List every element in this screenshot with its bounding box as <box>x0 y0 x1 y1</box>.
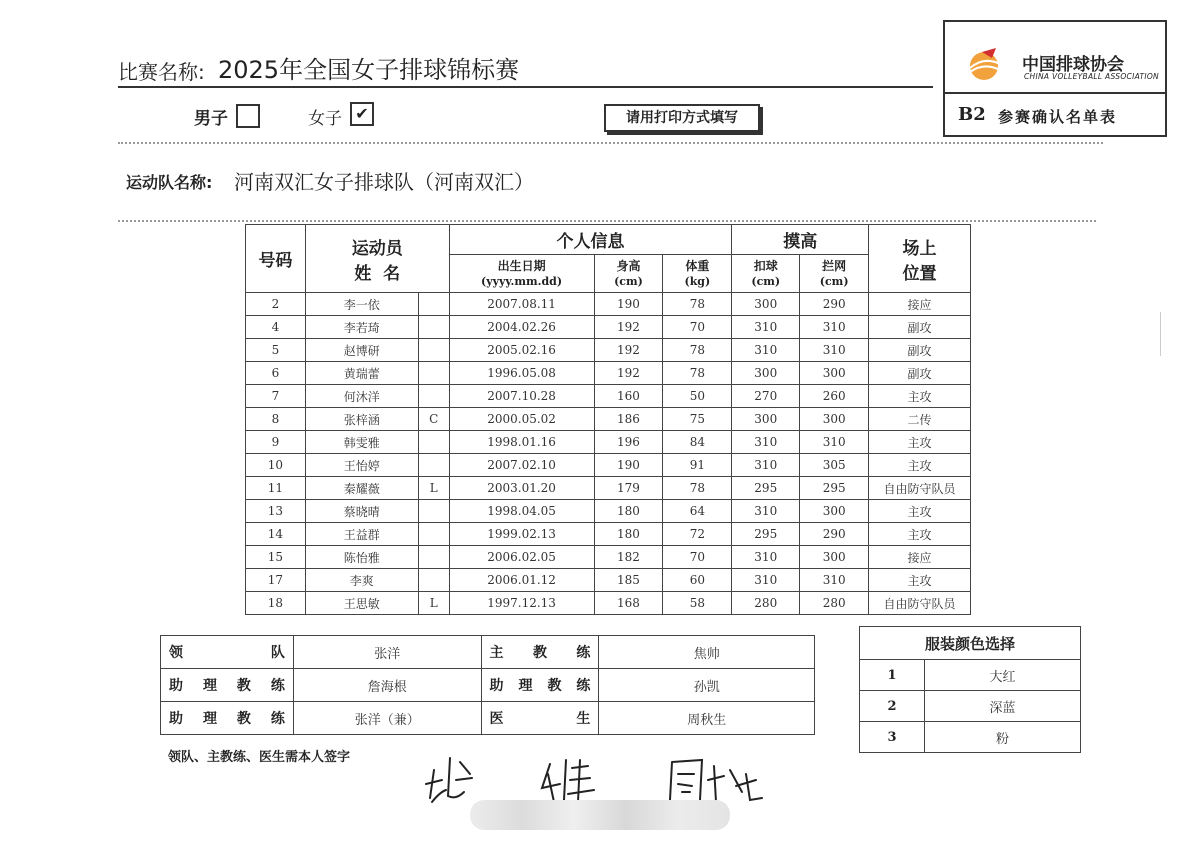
header-spike-label: 扣球 <box>753 258 778 273</box>
player-role-mark <box>418 569 449 592</box>
player-spike-reach: 270 <box>732 385 800 408</box>
player-number: 10 <box>246 454 306 477</box>
player-weight: 78 <box>663 362 732 385</box>
uniform-option-number: 3 <box>860 722 925 753</box>
player-role-mark <box>418 362 449 385</box>
player-name: 秦耀薇 <box>305 477 418 500</box>
player-position: 接应 <box>869 293 971 316</box>
header-number: 号码 <box>246 225 306 293</box>
player-weight: 91 <box>663 454 732 477</box>
player-name: 何沐洋 <box>305 385 418 408</box>
player-height: 186 <box>594 408 663 431</box>
staff-row <box>161 702 815 735</box>
dotted-divider <box>118 142 1103 144</box>
player-birth-date: 1996.05.08 <box>449 362 594 385</box>
player-role-mark: L <box>418 477 449 500</box>
player-block-reach: 300 <box>800 546 869 569</box>
player-position: 主攻 <box>869 523 971 546</box>
player-block-reach: 310 <box>800 316 869 339</box>
roster-row <box>246 408 971 431</box>
roster-row <box>246 339 971 362</box>
player-number: 2 <box>246 293 306 316</box>
player-block-reach: 300 <box>800 408 869 431</box>
player-name: 王思敏 <box>305 592 418 615</box>
association-name: 中国排球协会 <box>1022 55 1124 75</box>
form-title: 参赛确认名单表 <box>998 108 1118 126</box>
player-role-mark <box>418 454 449 477</box>
player-birth-date: 1998.04.05 <box>449 500 594 523</box>
roster-row <box>246 546 971 569</box>
staff-name: 张洋 <box>293 636 481 669</box>
roster-row <box>246 316 971 339</box>
staff-name: 焦帅 <box>599 636 815 669</box>
header-position <box>869 225 971 293</box>
header-block-label: 拦网 <box>822 258 847 273</box>
player-position: 副攻 <box>869 316 971 339</box>
player-height: 168 <box>594 592 663 615</box>
player-name: 陈怡雅 <box>305 546 418 569</box>
player-block-reach: 295 <box>800 477 869 500</box>
header-position-line1: 场上 <box>902 238 937 259</box>
player-weight: 78 <box>663 477 732 500</box>
player-spike-reach: 310 <box>732 431 800 454</box>
player-name: 黄瑞蕾 <box>305 362 418 385</box>
dotted-divider <box>118 220 1096 222</box>
header-weight-label: 体重 <box>685 258 710 273</box>
staff-role-text: 领 队 <box>169 645 285 661</box>
player-position: 主攻 <box>869 385 971 408</box>
player-role-mark: L <box>418 592 449 615</box>
staff-role-text: 助 理 教 练 <box>169 678 285 694</box>
player-spike-reach: 295 <box>732 523 800 546</box>
team-name: 河南双汇女子排球队（河南双汇） <box>234 170 534 194</box>
header-block-unit: (cm) <box>819 274 849 288</box>
uniform-option-number: 2 <box>860 691 925 722</box>
player-weight: 70 <box>663 316 732 339</box>
player-position: 副攻 <box>869 362 971 385</box>
player-position: 自由防守队员 <box>869 592 971 615</box>
scan-edge-mark <box>1160 312 1161 356</box>
player-weight: 70 <box>663 546 732 569</box>
player-number: 13 <box>246 500 306 523</box>
player-name: 张梓涵 <box>305 408 418 431</box>
player-weight: 58 <box>663 592 732 615</box>
header-height <box>594 255 663 293</box>
header-birth-date <box>449 255 594 293</box>
player-height: 179 <box>594 477 663 500</box>
player-name: 王益群 <box>305 523 418 546</box>
player-weight: 60 <box>663 569 732 592</box>
player-height: 192 <box>594 339 663 362</box>
uniform-title: 服装颜色选择 <box>860 627 1081 660</box>
header-position-line2: 位置 <box>902 263 937 284</box>
uniform-option-row <box>860 691 1081 722</box>
female-checkbox[interactable]: ✔ <box>350 102 374 126</box>
staff-name: 詹海根 <box>293 669 481 702</box>
player-height: 190 <box>594 454 663 477</box>
roster-row <box>246 431 971 454</box>
uniform-color-table <box>859 626 1081 753</box>
player-block-reach: 290 <box>800 523 869 546</box>
staff-name: 周秋生 <box>599 702 815 735</box>
player-number: 9 <box>246 431 306 454</box>
player-block-reach: 310 <box>800 569 869 592</box>
competition-name: 2025年全国女子排球锦标赛 <box>218 56 520 84</box>
header-spike <box>732 255 800 293</box>
uniform-option-color: 粉 <box>925 722 1081 753</box>
player-birth-date: 1997.12.13 <box>449 592 594 615</box>
player-weight: 72 <box>663 523 732 546</box>
player-spike-reach: 300 <box>732 293 800 316</box>
player-height: 196 <box>594 431 663 454</box>
staff-name: 孙凯 <box>599 669 815 702</box>
player-weight: 50 <box>663 385 732 408</box>
player-role-mark: C <box>418 408 449 431</box>
player-number: 8 <box>246 408 306 431</box>
player-weight: 78 <box>663 293 732 316</box>
player-birth-date: 2007.10.28 <box>449 385 594 408</box>
player-number: 17 <box>246 569 306 592</box>
header-athlete-line2: 姓 名 <box>354 263 401 284</box>
player-number: 18 <box>246 592 306 615</box>
staff-row <box>161 636 815 669</box>
player-number: 4 <box>246 316 306 339</box>
player-number: 7 <box>246 385 306 408</box>
header-weight-unit: (kg) <box>684 274 711 288</box>
player-spike-reach: 310 <box>732 546 800 569</box>
roster-row <box>246 454 971 477</box>
association-emblem-icon <box>962 44 1018 84</box>
staff-role-label <box>161 702 294 735</box>
player-height: 192 <box>594 362 663 385</box>
player-number: 6 <box>246 362 306 385</box>
player-role-mark <box>418 385 449 408</box>
staff-role-text: 主 教 练 <box>489 645 591 661</box>
player-spike-reach: 310 <box>732 569 800 592</box>
player-weight: 75 <box>663 408 732 431</box>
staff-role-label <box>481 636 599 669</box>
player-position: 二传 <box>869 408 971 431</box>
player-role-mark <box>418 523 449 546</box>
player-height: 180 <box>594 500 663 523</box>
staff-table <box>160 635 815 735</box>
player-position: 主攻 <box>869 569 971 592</box>
header-spike-unit: (cm) <box>751 274 781 288</box>
player-name: 王怡婷 <box>305 454 418 477</box>
player-number: 5 <box>246 339 306 362</box>
player-position: 主攻 <box>869 431 971 454</box>
competition-label: 比赛名称: <box>118 60 205 84</box>
player-spike-reach: 310 <box>732 339 800 362</box>
player-birth-date: 1999.02.13 <box>449 523 594 546</box>
player-birth-date: 2007.08.11 <box>449 293 594 316</box>
player-block-reach: 280 <box>800 592 869 615</box>
player-height: 160 <box>594 385 663 408</box>
player-height: 180 <box>594 523 663 546</box>
player-number: 14 <box>246 523 306 546</box>
player-weight: 78 <box>663 339 732 362</box>
staff-role-label <box>161 669 294 702</box>
player-birth-date: 2003.01.20 <box>449 477 594 500</box>
player-spike-reach: 310 <box>732 316 800 339</box>
redacted-area <box>470 800 730 830</box>
player-number: 11 <box>246 477 306 500</box>
player-birth-date: 1998.01.16 <box>449 431 594 454</box>
staff-role-text: 助 理 教 练 <box>489 678 591 694</box>
roster-row <box>246 385 971 408</box>
roster-table <box>245 224 971 615</box>
header-birth-date-label: 出生日期 <box>497 258 546 273</box>
staff-row <box>161 669 815 702</box>
uniform-option-row <box>860 660 1081 691</box>
player-position: 自由防守队员 <box>869 477 971 500</box>
player-height: 182 <box>594 546 663 569</box>
player-height: 190 <box>594 293 663 316</box>
roster-row <box>246 569 971 592</box>
staff-role-text: 医 生 <box>489 711 591 727</box>
player-role-mark <box>418 339 449 362</box>
player-spike-reach: 310 <box>732 454 800 477</box>
header-height-label: 身高 <box>616 258 641 273</box>
player-spike-reach: 300 <box>732 362 800 385</box>
player-role-mark <box>418 316 449 339</box>
male-label: 男子 <box>194 109 228 129</box>
header-athlete-name <box>305 225 449 293</box>
player-name: 李若琦 <box>305 316 418 339</box>
player-birth-date: 2007.02.10 <box>449 454 594 477</box>
roster-row <box>246 293 971 316</box>
signature-instruction: 领队、主教练、医生需本人签字 <box>168 750 351 765</box>
roster-row <box>246 592 971 615</box>
player-position: 主攻 <box>869 454 971 477</box>
roster-row <box>246 362 971 385</box>
player-birth-date: 2000.05.02 <box>449 408 594 431</box>
player-weight: 84 <box>663 431 732 454</box>
player-block-reach: 260 <box>800 385 869 408</box>
player-spike-reach: 280 <box>732 592 800 615</box>
uniform-option-color: 深蓝 <box>925 691 1081 722</box>
player-name: 韩雯雅 <box>305 431 418 454</box>
player-name: 李一依 <box>305 293 418 316</box>
player-block-reach: 300 <box>800 362 869 385</box>
roster-row <box>246 477 971 500</box>
staff-role-text: 助 理 教 练 <box>169 711 285 727</box>
staff-role-label <box>481 702 599 735</box>
staff-role-label <box>161 636 294 669</box>
male-checkbox[interactable] <box>236 104 260 128</box>
uniform-option-number: 1 <box>860 660 925 691</box>
player-block-reach: 290 <box>800 293 869 316</box>
player-birth-date: 2006.01.12 <box>449 569 594 592</box>
player-block-reach: 310 <box>800 431 869 454</box>
form-code: B2 <box>958 104 986 125</box>
player-name: 蔡晓晴 <box>305 500 418 523</box>
logo-box-divider <box>943 92 1165 94</box>
player-spike-reach: 310 <box>732 500 800 523</box>
player-birth-date: 2004.02.26 <box>449 316 594 339</box>
player-spike-reach: 300 <box>732 408 800 431</box>
association-name-english: CHINA VOLLEYBALL ASSOCIATION <box>1024 72 1159 81</box>
player-position: 接应 <box>869 546 971 569</box>
roster-row <box>246 523 971 546</box>
print-instruction-note: 请用打印方式填写 <box>604 104 760 132</box>
player-birth-date: 2006.02.05 <box>449 546 594 569</box>
player-height: 192 <box>594 316 663 339</box>
player-number: 15 <box>246 546 306 569</box>
player-role-mark <box>418 500 449 523</box>
player-spike-reach: 295 <box>732 477 800 500</box>
header-height-unit: (cm) <box>614 274 643 288</box>
header-athlete-line1: 运动员 <box>351 238 403 259</box>
header-personal-info: 个人信息 <box>449 225 732 255</box>
player-block-reach: 305 <box>800 454 869 477</box>
player-weight: 64 <box>663 500 732 523</box>
player-name: 李爽 <box>305 569 418 592</box>
player-birth-date: 2005.02.16 <box>449 339 594 362</box>
female-label: 女子 <box>308 109 342 129</box>
staff-name: 张洋（兼） <box>293 702 481 735</box>
player-role-mark <box>418 546 449 569</box>
player-height: 185 <box>594 569 663 592</box>
header-weight <box>663 255 732 293</box>
staff-role-label <box>481 669 599 702</box>
player-name: 赵博研 <box>305 339 418 362</box>
player-block-reach: 300 <box>800 500 869 523</box>
player-position: 副攻 <box>869 339 971 362</box>
header-reach: 摸高 <box>732 225 869 255</box>
player-position: 主攻 <box>869 500 971 523</box>
team-label: 运动队名称: <box>126 173 213 192</box>
player-block-reach: 310 <box>800 339 869 362</box>
header-birth-format: (yyyy.mm.dd) <box>481 274 563 288</box>
player-role-mark <box>418 293 449 316</box>
roster-row <box>246 500 971 523</box>
uniform-option-row <box>860 722 1081 753</box>
uniform-option-color: 大红 <box>925 660 1081 691</box>
header-block <box>800 255 869 293</box>
player-role-mark <box>418 431 449 454</box>
